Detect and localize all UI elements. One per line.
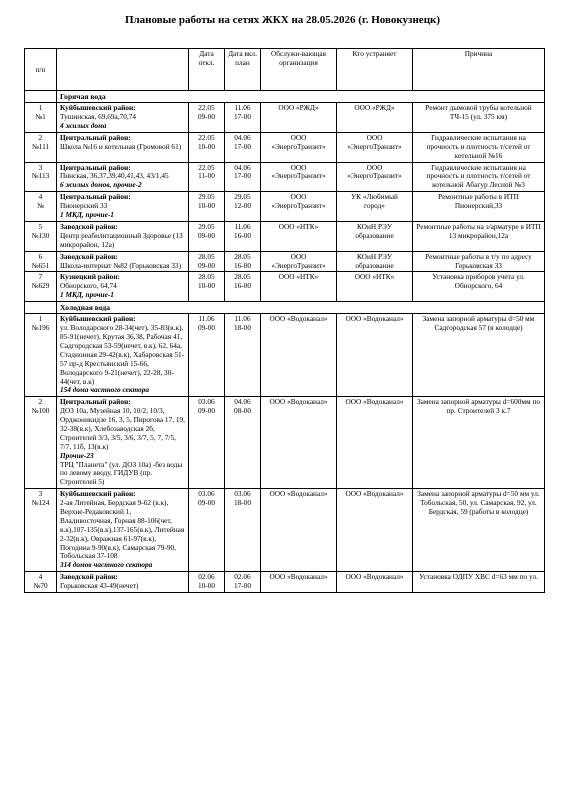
header-org: Обслужи-вающая организация <box>261 49 337 91</box>
table-row <box>25 162 545 192</box>
district-name: Кузнецкий район: <box>60 272 120 282</box>
district-name: Заводской район: <box>60 572 118 582</box>
date-off-cell <box>189 397 225 489</box>
org-cell: ООО «НТК» <box>261 221 337 251</box>
row-number-cell <box>25 192 57 222</box>
cause-cell: Ремонт дымовой трубы котельной ТЧ-15 (ул. 375 км) <box>413 103 545 133</box>
row-index: 5 <box>38 221 43 231</box>
district-name: Заводской район: <box>60 251 118 261</box>
date-off-cell <box>189 489 225 572</box>
row-number-cell <box>25 103 57 133</box>
table-row <box>25 489 545 572</box>
org-cell: ООО «ЭнергоТранзит» <box>261 251 337 272</box>
row-id: №651 <box>31 260 50 270</box>
table-row <box>25 132 545 162</box>
district-name: Центральный район: <box>60 397 131 407</box>
houses-note: 6 жилых домов, прочие-2 <box>60 180 142 190</box>
address-cell <box>57 162 189 192</box>
off-time: 09-00 <box>197 323 216 333</box>
off-time: 09-00 <box>197 406 216 416</box>
org-cell: ООО «НТК» <box>261 272 337 302</box>
date-on-cell <box>225 397 261 489</box>
date-off-cell <box>189 572 225 593</box>
row-index: 4 <box>38 192 43 202</box>
row-index: 1 <box>38 314 43 324</box>
off-date: 28.05 <box>198 272 215 282</box>
row-id: №629 <box>31 281 50 291</box>
address-text: Центр реабилитационный Здоровье (13 микрорайон, 12а) <box>60 230 183 249</box>
address-text: Горьковская 43-49(нечет) <box>60 581 139 591</box>
off-date: 03.06 <box>198 397 215 407</box>
district-name: Центральный район: <box>60 162 131 172</box>
off-date: 02.06 <box>198 572 215 582</box>
on-date: 04.06 <box>234 397 251 407</box>
address-cell <box>57 489 189 572</box>
on-time: 18-00 <box>233 498 252 508</box>
table-row <box>25 572 545 593</box>
org-cell: ООО «ЭнергоТранзит» <box>261 192 337 222</box>
org-cell: ООО «ЭнергоТранзит» <box>261 132 337 162</box>
date-off-cell <box>189 314 225 397</box>
on-date: 04.06 <box>234 162 251 172</box>
row-index: 1 <box>38 103 43 113</box>
row-number-cell <box>25 132 57 162</box>
header-address <box>57 49 189 91</box>
address-text: Тушинская, 69,69а,70,74 <box>60 112 136 122</box>
on-time: 18-00 <box>233 323 252 333</box>
date-on-cell <box>225 221 261 251</box>
address-text: Школа №16 и котельная (Громовой 61) <box>60 141 182 151</box>
row-id: №111 <box>31 141 50 151</box>
section-title: Горячая вода <box>57 91 545 103</box>
cause-cell: Замена запорной арматуры d=50 мм ул. Тобольская, 50, ул. Самарская, 92, ул. Бердская, 59 (работы в колодце) <box>413 489 545 572</box>
on-date: 11.06 <box>234 314 251 324</box>
on-date: 11.06 <box>234 221 251 231</box>
off-time: 10-00 <box>197 281 216 291</box>
header-cause: Причина <box>413 49 545 91</box>
date-off-cell <box>189 103 225 133</box>
org-cell: ООО «Водоканал» <box>261 489 337 572</box>
org-cell: ООО «Водоканал» <box>261 572 337 593</box>
row-id: №196 <box>31 323 50 333</box>
row-number-cell <box>25 251 57 272</box>
fixer-cell: ООО «НТК» <box>337 272 413 302</box>
table-row <box>25 221 545 251</box>
cause-cell: Замена запорной арматуры d=50 мм Садгородская 57 (в колодце) <box>413 314 545 397</box>
district-name: Куйбышевский район: <box>60 103 136 113</box>
row-index: 4 <box>38 572 43 582</box>
on-time: 08-00 <box>233 406 252 416</box>
row-index: 3 <box>38 162 43 172</box>
on-time: 12-00 <box>233 201 252 211</box>
district-name: Заводской район: <box>60 221 118 231</box>
houses-note: 154 дома частного сектора <box>60 385 149 395</box>
table-row <box>25 314 545 397</box>
district-name: Куйбышевский район: <box>60 314 136 324</box>
on-time: 16-00 <box>233 230 252 240</box>
on-date: 11.06 <box>234 103 251 113</box>
row-number-cell <box>25 162 57 192</box>
on-date: 04.06 <box>234 132 251 142</box>
header-num: п/п <box>25 49 57 91</box>
off-date: 22.05 <box>198 162 215 172</box>
row-number-cell <box>25 314 57 397</box>
row-id: №130 <box>31 230 50 240</box>
date-off-cell <box>189 192 225 222</box>
on-time: 17-00 <box>233 141 252 151</box>
houses-note: 314 домов частного сектора <box>60 560 153 570</box>
off-time: 10-00 <box>197 581 216 591</box>
off-time: 09-00 <box>197 498 216 508</box>
org-cell: ООО «ЭнергоТранзит» <box>261 162 337 192</box>
table-row <box>25 103 545 133</box>
district-name: Куйбышевский район: <box>60 489 136 499</box>
row-id: №70 <box>33 581 48 591</box>
fixer-cell: УК «Любимый город» <box>337 192 413 222</box>
address-text: Обнорского, 64,74 <box>60 281 117 291</box>
houses-note: Прочие-23 <box>60 450 94 460</box>
on-date: 02.06 <box>234 572 251 582</box>
fixer-cell: КОиН РЭУ образование <box>337 251 413 272</box>
section-title: Холодная вода <box>57 302 545 314</box>
address-text: 2-ая Литейная, Бердская 9-62 (в.к), Верхне-Редаковский 1, Владивосточная, Горная 88-106(чет, в.к),107-135(в.к),137-165(в.к), Литейная 2-32(в.к), Овражная 61-97(в.к), Погодина 9-90(в.к), Самарская 79-90, Тобольская 37-108 <box>60 498 185 561</box>
off-time: 09-00 <box>197 112 216 122</box>
fixer-cell: ООО «ЭнергоТранзит» <box>337 132 413 162</box>
planned-works-table <box>24 48 545 593</box>
date-on-cell <box>225 103 261 133</box>
address-cell <box>57 192 189 222</box>
date-on-cell <box>225 489 261 572</box>
extra-note: ТРЦ "Планета" (ул. ДОЗ 10а) -без воды по левому вводу, ГИДУВ (пр. Строителей 5) <box>60 459 183 487</box>
off-time: 10-00 <box>197 141 216 151</box>
date-on-cell <box>225 272 261 302</box>
row-number-cell <box>25 397 57 489</box>
on-time: 17-00 <box>233 581 252 591</box>
date-off-cell <box>189 272 225 302</box>
on-date: 28.05 <box>234 272 251 282</box>
date-on-cell <box>225 572 261 593</box>
document-title: Плановые работы на сетях ЖКХ на 28.05.2026 (г. Новокузнецк) <box>124 14 441 26</box>
row-id: №100 <box>31 406 50 416</box>
row-number-cell <box>25 489 57 572</box>
cause-cell: Установка приборов учета ул. Обнорского, 64 <box>413 272 545 302</box>
date-off-cell <box>189 221 225 251</box>
section-header-row <box>25 302 545 314</box>
address-cell <box>57 397 189 489</box>
cause-cell: Установка ОДПУ ХВС d=63 мм по ул. <box>413 572 545 593</box>
org-cell: ООО «Водоканал» <box>261 314 337 397</box>
off-date: 29.05 <box>198 221 215 231</box>
address-text: Школа-интернат №82 (Горьковская 33) <box>60 260 182 270</box>
cause-cell: Ремонтные работы на з/арматуре в ИТП 13 микрорайон,12а <box>413 221 545 251</box>
row-index: 6 <box>38 251 43 261</box>
address-text: ул. Володарского 28-34(чет), 35-83(в.к), 85-91(нечет), Крутая 36,38, Рабочая 41, Садгородская 53-59(нечет, в.к), 62, 64а, Стадионная 29-42(в.к), Хабаровская 51-57 пр-д Крестьянский 15-66, Володарского 9-21(нечет), 22-28, 30-44(чет, в.к) <box>60 323 185 386</box>
on-time: 17-00 <box>233 112 252 122</box>
fixer-cell: ООО «Водоканал» <box>337 314 413 397</box>
off-time: 09-00 <box>197 230 216 240</box>
fixer-cell: КОиН РЭУ образование <box>337 221 413 251</box>
off-date: 03.06 <box>198 489 215 499</box>
date-off-cell <box>189 251 225 272</box>
off-time: 10-00 <box>197 201 216 211</box>
section-num-cell <box>25 91 57 103</box>
district-name: Центральный район: <box>60 132 131 142</box>
address-cell <box>57 272 189 302</box>
date-on-cell <box>225 132 261 162</box>
row-index: 7 <box>38 272 43 282</box>
houses-note: 4 жилых дома <box>60 121 107 131</box>
address-cell <box>57 221 189 251</box>
off-date: 22.05 <box>198 132 215 142</box>
fixer-cell: ООО «Водоканал» <box>337 397 413 489</box>
cause-cell: Ремонтные работы в ИТП Пионерский,33 <box>413 192 545 222</box>
on-time: 17-00 <box>233 171 252 181</box>
cause-cell: Ремонтные работы в т/у по адресу Горьковская 33 <box>413 251 545 272</box>
off-date: 29.05 <box>198 192 215 202</box>
date-on-cell <box>225 162 261 192</box>
on-date: 03.06 <box>234 489 251 499</box>
date-on-cell <box>225 251 261 272</box>
off-time: 11-00 <box>198 171 215 181</box>
fixer-cell: ООО «ЭнергоТранзит» <box>337 162 413 192</box>
address-cell <box>57 103 189 133</box>
off-date: 22.05 <box>198 103 215 113</box>
cause-cell: Гидравлические испытания на прочность и плотность т/сетей от котельной №16 <box>413 132 545 162</box>
fixer-cell: ООО «Водоканал» <box>337 572 413 593</box>
address-text: Пинская, 36,37,39,40,41,43, 43/1,45 <box>60 171 169 181</box>
section-header-row <box>25 91 545 103</box>
date-on-cell <box>225 192 261 222</box>
row-id: №113 <box>31 171 50 181</box>
address-text: Пионерский 33 <box>60 201 108 211</box>
table-row <box>25 251 545 272</box>
row-number-cell <box>25 221 57 251</box>
header-fixer: Кто устраняет <box>337 49 413 91</box>
address-cell <box>57 132 189 162</box>
on-time: 16-00 <box>233 281 252 291</box>
date-off-cell <box>189 132 225 162</box>
header-date-on: Дата вкл. план <box>225 49 261 91</box>
row-number-cell <box>25 572 57 593</box>
row-id: №1 <box>35 112 46 122</box>
row-number-cell <box>25 272 57 302</box>
row-id: № <box>37 201 44 211</box>
off-date: 28.05 <box>198 251 215 261</box>
fixer-cell: ООО «РЖД» <box>337 103 413 133</box>
section-num-cell <box>25 302 57 314</box>
header-date-off: Дата откл. <box>189 49 225 91</box>
row-id: №124 <box>31 498 50 508</box>
table-row <box>25 397 545 489</box>
row-index: 2 <box>38 132 43 142</box>
row-index: 2 <box>38 397 43 407</box>
on-date: 28.05 <box>234 251 251 261</box>
address-cell <box>57 251 189 272</box>
houses-note: 1 МКД, прочие-1 <box>60 290 114 300</box>
date-on-cell <box>225 314 261 397</box>
address-text: ДОЗ 10а, Музейная 10, 10/2, 10/3, Орджоникидзе 16, 3, 5, Пирогова 17, 19, 32-38(в.к), Хлебозаводская 2б, Строителей 3/3, 3/5, 3/6, 3/7, 5, 7, 7/5, 7/7, 11б, 13(в.к) <box>60 406 185 451</box>
cause-cell: Гидравлические испытания на прочность и плотность т/сетей от котельной Абагур Лесной №3 <box>413 162 545 192</box>
address-cell <box>57 572 189 593</box>
on-date: 29.05 <box>234 192 251 202</box>
off-time: 09-00 <box>197 260 216 270</box>
fixer-cell: ООО «Водоканал» <box>337 489 413 572</box>
row-index: 3 <box>38 489 43 499</box>
on-time: 16-00 <box>233 260 252 270</box>
table-header-row <box>25 49 545 91</box>
table-row <box>25 192 545 222</box>
off-date: 11.06 <box>198 314 215 324</box>
org-cell: ООО «РЖД» <box>261 103 337 133</box>
table-row <box>25 272 545 302</box>
org-cell: ООО «Водоканал» <box>261 397 337 489</box>
district-name: Центральный район: <box>60 192 131 202</box>
address-cell <box>57 314 189 397</box>
houses-note: 1 МКД, прочие-1 <box>60 210 114 220</box>
cause-cell: Замена запорной арматуры d=600мм по пр. Строителей 3 к.7 <box>413 397 545 489</box>
date-off-cell <box>189 162 225 192</box>
